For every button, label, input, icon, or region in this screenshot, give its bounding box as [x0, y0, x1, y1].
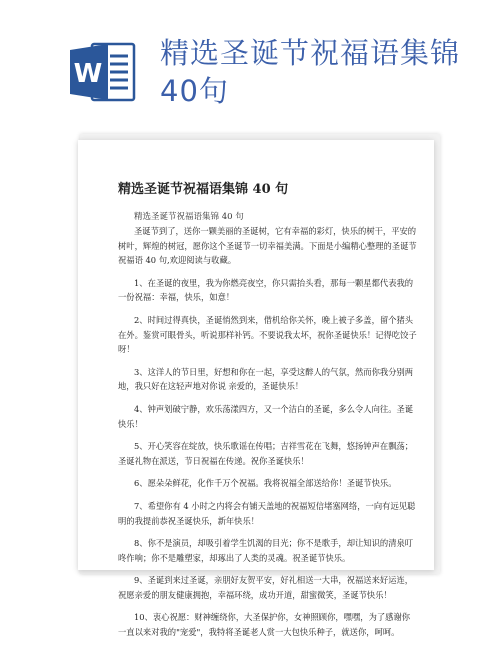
paragraph-1: 1、在圣诞的夜里，我为你燃亮夜空，你只需抬头看，那每一颗星都代表我的一份祝福：幸福，快乐，如意！ — [118, 277, 414, 303]
paragraph-8: 8、你不是演员，却吸引着学生饥渴的目光；你不是歌手，却让知识的清泉叮咚作响；你不是雕塑家，却琢出了人类的灵魂。祝圣诞节快乐。 — [118, 538, 414, 563]
paragraph-7: 7、希望你有 4 小时之内将会有铺天盖地的祝福短信堵塞网络，一向有远见聪明的我提前恭祝圣诞快乐，新年快乐！ — [118, 500, 416, 526]
header — [0, 0, 500, 122]
page-title — [160, 34, 490, 110]
document-title: 精选圣诞节祝福语集锦 40 句 — [118, 182, 289, 197]
paragraph-3: 3、这洋人的节日里，好想和你在一起，享受这醉人的气氛，然而你我分别两地，我只好在这轻声地对你说 亲爱的，圣诞快乐！ — [118, 366, 414, 392]
document-body — [118, 224, 418, 648]
paragraph-intro: 圣诞节到了，送你一颗美丽的圣诞树，它有幸福的彩灯，快乐的树干，平安的树叶，辉煌的树冠，愿你这个圣诞节一切幸福美满。下面是小编精心整理的圣诞节祝福语 40 句,欢迎阅读与收藏。 — [118, 226, 417, 266]
word-document-icon — [70, 40, 136, 104]
paragraph-5: 5、开心笑容在绽放，快乐歌谣在传唱；吉祥雪花在飞舞，悠扬钟声在飘荡；圣诞礼物在派送，节日祝福在传递。祝你圣诞快乐！ — [118, 441, 414, 466]
document-page — [78, 140, 434, 638]
paragraph-6: 6、愿朵朵鲜花，化作千万个祝福。我将祝福全部送给你！圣诞节快乐。 — [134, 478, 397, 489]
paragraph-2: 2、时间过得真快，圣诞悄然到来，借机给你关怀，晚上被子多盖，留个猪头在外。鉴赏可眼骨头，听说那样补钙。不要说我太坏，祝你圣诞快乐！记得吃饺子呀！ — [118, 314, 417, 355]
paragraph-9: 9、圣诞到来过圣诞，亲朋好友贺平安，好礼相送一大串，祝福送来好运连，祝愿亲爱的朋友健康拥抱，幸福环绕，成功开道，甜蜜微笑，圣诞节快乐！ — [118, 575, 414, 600]
title-line-2: 40句 — [160, 74, 229, 108]
paragraph-4: 4、钟声划破宁静，欢乐荡漾四方，又一个洁白的圣诞，多么令人向往。圣诞快乐！ — [118, 403, 414, 429]
document-subtitle: 精选圣诞节祝福语集锦 40 句 — [134, 212, 244, 222]
paragraph-10: 10、衷心祝愿：财神缠绕你，大圣保护你，女神照顾你，嘿嘿，为了感谢你一直以来对我的"宠爱"，我特将圣诞老人赏一大包快乐种子，就送你，呵呵。 — [118, 612, 411, 638]
svg-text:W: W — [73, 59, 103, 89]
title-line-1: 精选圣诞节祝福语集锦 — [160, 36, 461, 70]
